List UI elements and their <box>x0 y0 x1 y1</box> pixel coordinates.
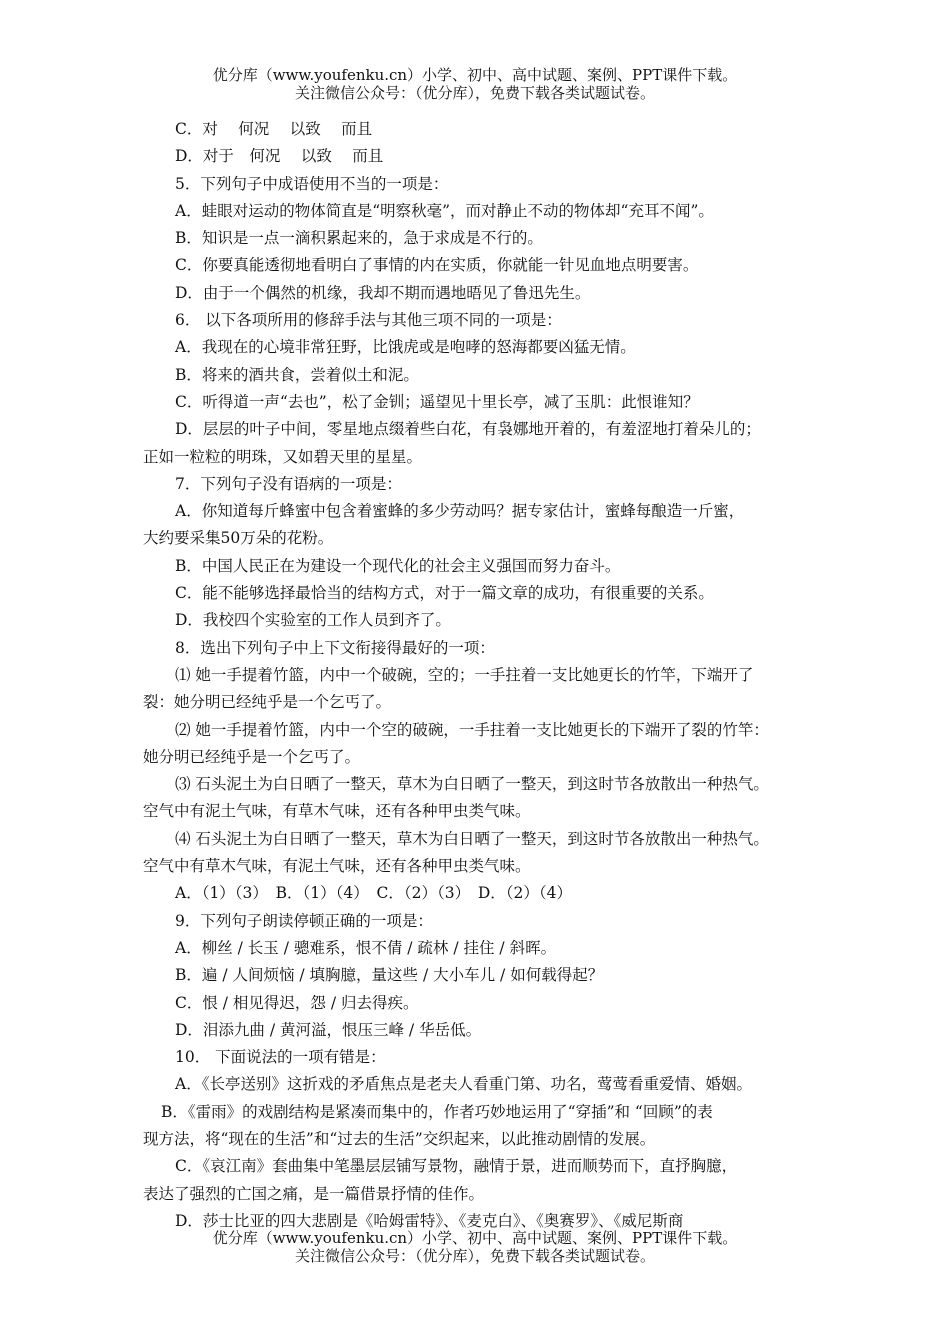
text-line: 6． 以下各项所用的修辞手法与其他三项不同的一项是： <box>175 311 562 330</box>
text-line: ⑵ 她一手提着竹篮，内中一个空的破碗，一手拄着一支比她更长的下端开了裂的竹竿： <box>175 720 769 739</box>
text-line: C．你要真能透彻地看明白了事情的内在实质，你就能一针见血地点明要害。 <box>175 256 699 275</box>
text-line: A．《长亭送别》这折戏的矛盾焦点是老夫人看重门第、功名，莺莺看重爱情、婚姻。 <box>175 1075 752 1094</box>
text-line: A．我现在的心境非常狂野，比饿虎或是咆哮的怒海都要凶猛无情。 <box>175 338 636 357</box>
page-header <box>0 66 950 102</box>
text-line: 大约要采集50万朵的花粉。 <box>143 529 334 548</box>
text-line: D．泪添九曲 / 黄河溢，恨压三峰 / 华岳低。 <box>175 1020 482 1039</box>
text-line: C．听得道一声“去也”，松了金钏；遥望见十里长亭，减了玉肌：此恨谁知？ <box>175 392 699 411</box>
text-line: B．《雷雨》的戏剧结构是紧凑而集中的，作者巧妙地运用了“穿插”和 “回顾”的表 <box>161 1102 713 1121</box>
text-line: ⑴ 她一手提着竹篮，内中一个破碗，空的；一手拄着一支比她更长的竹竿，下端开了 <box>175 665 754 684</box>
text-line: 正如一粒粒的明珠，又如碧天里的星星。 <box>143 447 423 466</box>
text-line: 9．下列句子朗读停顿正确的一项是： <box>175 911 433 930</box>
text-line: D．莎士比亚的四大悲剧是《哈姆雷特》、《麦克白》、《奥赛罗》、《威尼斯商 <box>175 1211 684 1230</box>
text-line: 空气中有泥土气味，有草木气味，还有各种甲虫类气味。 <box>143 802 531 821</box>
text-line: 5．下列句子中成语使用不当的一项是： <box>175 174 449 193</box>
text-line: ⑷ 石头泥土为白日晒了一整天，草木为白日晒了一整天，到这时节各放散出一种热气。 <box>175 829 769 848</box>
footer-line-2: 关注微信公众号：（优分库），免费下载各类试题试卷。 <box>294 1247 655 1265</box>
text-line: D．由于一个偶然的机缘，我却不期而遇地晤见了鲁迅先生。 <box>175 283 591 302</box>
text-line: C．对 何况 以致 而且 <box>175 120 373 138</box>
text-line: C．恨 / 相见得迟，怨 / 归去得疾。 <box>175 993 419 1012</box>
text-line: 7．下列句子没有语病的一项是： <box>175 474 402 493</box>
text-line: A．（1）（3） B．（1）（4） C．（2）（3） D．（2）（4） <box>175 884 573 903</box>
footer-line-1: 优分库（www.youfenku.cn）小学、初中、高中试题、案例、PPT课件下载。 <box>212 1229 738 1247</box>
text-line: B．将来的酒共食，尝着似土和泥。 <box>175 365 419 384</box>
text-line: D．对于 何况 以致 而且 <box>175 147 384 166</box>
text-line: A．你知道每斤蜂蜜中包含着蜜蜂的多少劳动吗？据专家估计，蜜蜂每酿造一斤蜜， <box>175 502 745 521</box>
text-line: 裂：她分明已经纯乎是一个乞丐了。 <box>143 693 392 712</box>
text-line: C．《哀江南》套曲集中笔墨层层铺写景物，融情于景，进而顺势而下，直抒胸臆， <box>175 1157 738 1176</box>
text-line: 表达了强烈的亡国之痛，是一篇借景抒情的佳作。 <box>143 1184 485 1203</box>
text-line: D．我校四个实验室的工作人员到齐了。 <box>175 611 451 630</box>
text-line: C．能不能够选择最恰当的结构方式，对于一篇文章的成功，有很重要的关系。 <box>175 584 714 603</box>
document-body <box>143 116 823 1235</box>
text-line: B．中国人民正在为建设一个现代化的社会主义强国而努力奋斗。 <box>175 556 621 575</box>
text-line: B．知识是一点一滴积累起来的，急于求成是不行的。 <box>175 229 543 248</box>
text-line: 8．选出下列句子中上下文衔接得最好的一项： <box>175 638 495 657</box>
text-line: B．遍 / 人间烦恼 / 填胸臆，量这些 / 大小车儿 / 如何载得起？ <box>175 966 604 985</box>
text-line: D．层层的叶子中间，零星地点缀着些白花，有袅娜地开着的，有羞涩地打着朵儿的； <box>175 420 761 439</box>
header-line-2: 关注微信公众号：（优分库），免费下载各类试题试卷。 <box>294 84 655 102</box>
page-footer <box>0 1229 950 1265</box>
text-line: A．柳丝 / 长玉 / 骢难系，恨不倩 / 疏林 / 挂住 / 斜晖。 <box>175 938 557 957</box>
text-line: ⑶ 石头泥土为白日晒了一整天，草木为白日晒了一整天，到这时节各放散出一种热气。 <box>175 775 769 794</box>
text-line: A．蛙眼对运动的物体简直是“明察秋毫”，而对静止不动的物体却“充耳不闻”。 <box>175 201 714 220</box>
text-line: 空气中有草木气味，有泥土气味，还有各种甲虫类气味。 <box>143 857 531 876</box>
header-line-1: 优分库（www.youfenku.cn）小学、初中、高中试题、案例、PPT课件下载。 <box>212 66 738 84</box>
text-line: 10． 下面说法的一项有错是： <box>175 1048 386 1067</box>
text-line: 现方法，将“现在的生活”和“过去的生活”交织起来，以此推动剧情的发展。 <box>143 1129 656 1148</box>
text-line: 她分明已经纯乎是一个乞丐了。 <box>143 747 361 766</box>
